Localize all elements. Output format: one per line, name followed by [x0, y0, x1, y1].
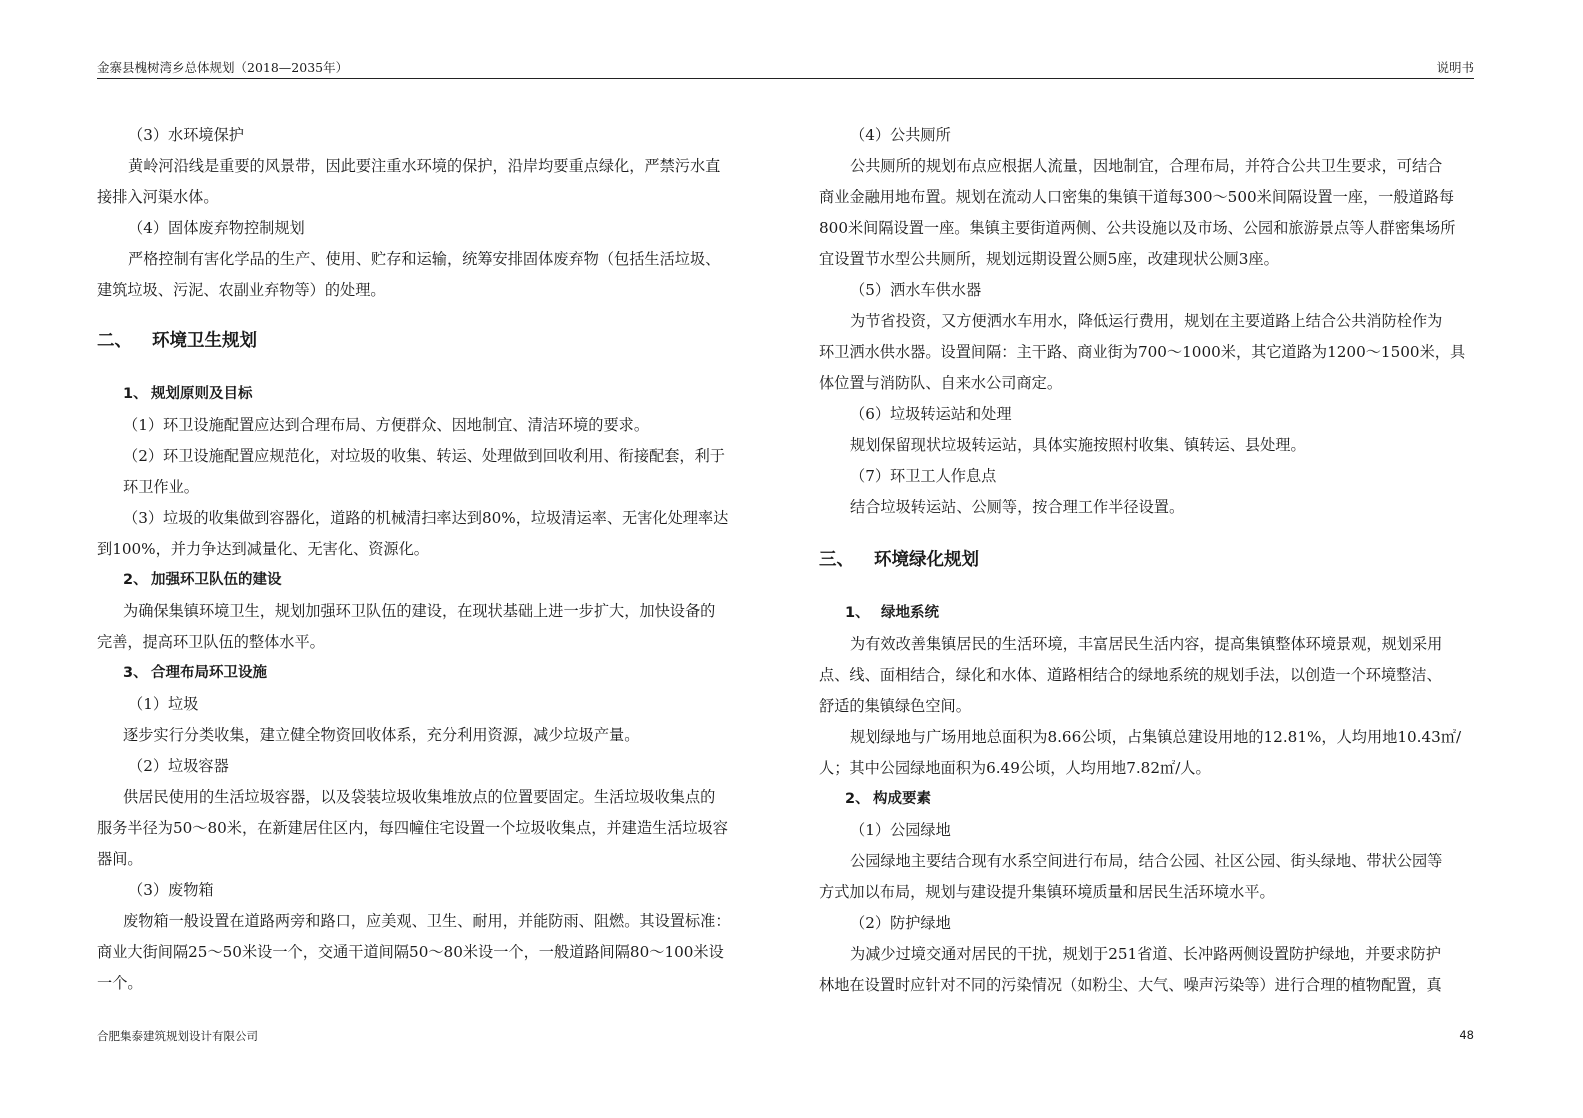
- document-title: 金寨县槐树湾乡总体规划（2018—2035年）: [97, 60, 349, 75]
- paragraph-line: 规划绿地与广场用地总面积为8.66公顷，占集镇总建设用地的12.81%，人均用地10.43㎡/: [850, 728, 1462, 746]
- paragraph-line: 为有效改善集镇居民的生活环境，丰富居民生活内容，提高集镇整体环境景观，规划采用: [850, 635, 1443, 653]
- subsection-title: （4）公共厕所: [850, 126, 951, 144]
- paragraph-line: 严格控制有害化学品的生产、使用、贮存和运输，统筹安排固体废弃物（包括生活垃圾、: [128, 250, 721, 268]
- paragraph-line: 方式加以布局，规划与建设提升集镇环境质量和居民生活环境水平。: [819, 883, 1275, 901]
- subsection-title: （2）垃圾容器: [128, 757, 229, 775]
- subsection-title: （4）固体废弃物控制规划: [128, 219, 305, 237]
- company-name: 合肥集泰建筑规划设计有限公司: [97, 1029, 258, 1043]
- paragraph-line: 环卫洒水供水器。设置间隔：主干路、商业街为700～1000米，其它道路为1200～1500米，具: [819, 343, 1466, 361]
- paragraph-line: 800米间隔设置一座。集镇主要街道两侧、公共设施以及市场、公园和旅游景点等人群密集场所: [819, 219, 1456, 237]
- paragraph-line: 公园绿地主要结合现有水系空间进行布局，结合公园、社区公园、街头绿地、带状公园等: [850, 852, 1443, 870]
- paragraph-line: 到100%，并力争达到减量化、无害化、资源化。: [97, 540, 429, 558]
- subsection-heading: 1、 规划原则及目标: [123, 386, 253, 402]
- page-header: [97, 58, 1474, 79]
- page-footer: [97, 1028, 1474, 1044]
- paragraph-line: 宜设置节水型公共厕所，规划远期设置公厕5座，改建现状公厕3座。: [819, 250, 1279, 268]
- section-number: 二、: [97, 331, 132, 351]
- paragraph-line: 逐步实行分类收集，建立健全物资回收体系，充分利用资源，减少垃圾产量。: [123, 726, 640, 744]
- subsection-heading: 1、 绿地系统: [845, 605, 939, 621]
- section-title: 环境卫生规划: [152, 331, 257, 351]
- subsection-heading: 2、 构成要素: [845, 791, 931, 807]
- page-number: 48: [1459, 1028, 1474, 1042]
- paragraph-line: 废物箱一般设置在道路两旁和路口，应美观、卫生、耐用，并能防雨、阻燃。其设置标准：: [123, 912, 731, 930]
- subsection-heading: 2、 加强环卫队伍的建设: [123, 572, 282, 588]
- paragraph-line: 一个。: [97, 974, 143, 992]
- paragraph-line: 为减少过境交通对居民的干扰，规划于251省道、长冲路两侧设置防护绿地，并要求防护: [850, 945, 1441, 963]
- paragraph-line: 林地在设置时应针对不同的污染情况（如粉尘、大气、噪声污染等）进行合理的植物配置，真: [819, 976, 1442, 994]
- subsection-title: （6）垃圾转运站和处理: [850, 405, 1012, 423]
- right-column: [819, 120, 1474, 1001]
- paragraph-line: 器间。: [97, 850, 143, 868]
- subsection-title: （3）水环境保护: [128, 126, 244, 144]
- paragraph-line: 体位置与消防队、自来水公司商定。: [819, 374, 1062, 392]
- subsection-heading: 3、 合理布局环卫设施: [123, 665, 267, 681]
- paragraph-line: （3）垃圾的收集做到容器化，道路的机械清扫率达到80%，垃圾清运率、无害化处理率达: [123, 509, 729, 527]
- section-heading: [819, 545, 1474, 576]
- subsection-title: （1）垃圾: [128, 695, 199, 713]
- subsection-title: （7）环卫工人作息点: [850, 467, 997, 485]
- paragraph-line: 完善，提高环卫队伍的整体水平。: [97, 633, 325, 651]
- paragraph-line: 点、线、面相结合，绿化和水体、道路相结合的绿地系统的规划手法，以创造一个环境整洁、: [819, 666, 1442, 684]
- document-type: 说明书: [1436, 60, 1474, 75]
- section-heading: [97, 326, 752, 357]
- paragraph-line: 服务半径为50～80米，在新建居住区内，每四幢住宅设置一个垃圾收集点，并建造生活垃圾容: [97, 819, 728, 837]
- paragraph-line: 舒适的集镇绿色空间。: [819, 697, 971, 715]
- paragraph-line: （1）环卫设施配置应达到合理布局、方便群众、因地制宜、清洁环境的要求。: [123, 416, 650, 434]
- paragraph-line: 为确保集镇环境卫生，规划加强环卫队伍的建设，在现状基础上进一步扩大，加快设备的: [123, 602, 716, 620]
- subsection-title: （1）公园绿地: [850, 821, 951, 839]
- paragraph-line: 环卫作业。: [123, 478, 199, 496]
- paragraph-line: 黄岭河沿线是重要的风景带，因此要注重水环境的保护，沿岸均要重点绿化，严禁污水直: [128, 157, 721, 175]
- section-number: 三、: [819, 550, 854, 570]
- paragraph-line: 建筑垃圾、污泥、农副业弃物等）的处理。: [97, 281, 386, 299]
- paragraph-line: 规划保留现状垃圾转运站，具体实施按照村收集、镇转运、县处理。: [850, 436, 1306, 454]
- left-column: [97, 120, 752, 999]
- subsection-title: （3）废物箱: [128, 881, 214, 899]
- paragraph-line: 商业大街间隔25～50米设一个，交通干道间隔50～80米设一个，一般道路间隔80～100米设: [97, 943, 724, 961]
- paragraph-line: （2）环卫设施配置应规范化，对垃圾的收集、转运、处理做到回收利用、衔接配套，利于: [123, 447, 725, 465]
- subsection-title: （5）洒水车供水器: [850, 281, 982, 299]
- subsection-title: （2）防护绿地: [850, 914, 951, 932]
- paragraph-line: 商业金融用地布置。规划在流动人口密集的集镇干道每300～500米间隔设置一座，一般道路每: [819, 188, 1455, 206]
- paragraph-line: 为节省投资，又方便洒水车用水，降低运行费用，规划在主要道路上结合公共消防栓作为: [850, 312, 1443, 330]
- paragraph-line: 公共厕所的规划布点应根据人流量，因地制宜，合理布局，并符合公共卫生要求，可结合: [850, 157, 1443, 175]
- paragraph-line: 人；其中公园绿地面积为6.49公顷，人均用地7.82㎡/人。: [819, 759, 1211, 777]
- section-title: 环境绿化规划: [874, 550, 979, 570]
- paragraph-line: 接排入河渠水体。: [97, 188, 219, 206]
- paragraph-line: 供居民使用的生活垃圾容器，以及袋装垃圾收集堆放点的位置要固定。生活垃圾收集点的: [123, 788, 716, 806]
- paragraph-line: 结合垃圾转运站、公厕等，按合理工作半径设置。: [850, 498, 1185, 516]
